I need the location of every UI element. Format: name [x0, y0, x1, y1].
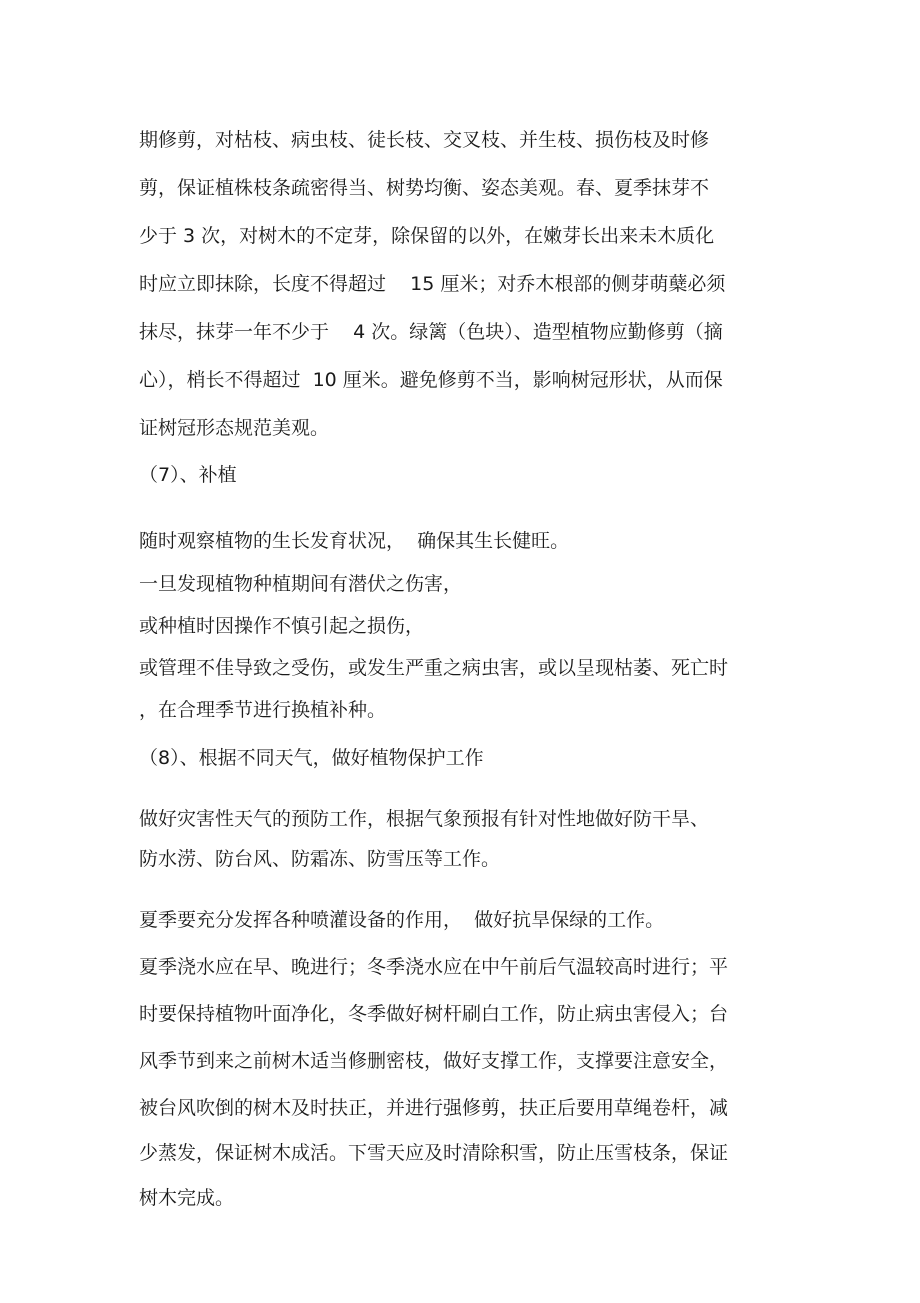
summer-line-6: 少蒸发，保证树木成活。下雪天应及时清除积雪，防止压雪枝条，保证: [139, 1142, 729, 1164]
summer-line-2: 夏季浇水应在早、晚进行；冬季浇水应在中午前后气温较高时进行；平: [139, 956, 729, 978]
summer-line-3: 时要保持植物叶面净化，冬季做好树杆刷白工作，防止病虫害侵入；台: [139, 1003, 729, 1025]
summer-line-7: 树木完成。: [139, 1187, 235, 1209]
pruning-line-4: 时应立即抹除，长度不得超过 15 厘米；对乔木根部的侧芽萌蘖必须: [139, 273, 726, 295]
replanting-line-4: 或管理不佳导致之受伤，或发生严重之病虫害，或以呈现枯萎、死亡时: [139, 657, 729, 679]
weather-line-2: 防水涝、防台风、防霜冻、防雪压等工作。: [139, 848, 501, 870]
replanting-line-2: 一旦发现植物种植期间有潜伏之伤害，: [139, 573, 463, 595]
section-heading-weather: （8）、根据不同天气，做好植物保护工作: [139, 747, 484, 769]
summer-line-5: 被台风吹倒的树木及时扶正，并进行强修剪，扶正后要用草绳卷杆，减: [139, 1097, 729, 1119]
pruning-line-5: 抹尽，抹芽一年不少于 4 次。绿篱（色块）、造型植物应勤修剪（摘: [139, 321, 723, 343]
pruning-line-3: 少于 3 次，对树木的不定芽，除保留的以外，在嫩芽长出来未木质化: [139, 225, 715, 247]
pruning-line-1: 期修剪，对枯枝、病虫枝、徒长枝、交叉枝、并生枝、损伤枝及时修: [139, 129, 710, 151]
pruning-line-7: 证树冠形态规范美观。: [139, 417, 330, 439]
replanting-line-3: 或种植时因操作不慎引起之损伤，: [139, 615, 425, 637]
weather-line-1: 做好灾害性天气的预防工作，根据气象预报有针对性地做好防干旱、: [139, 808, 710, 830]
summer-line-4: 风季节到来之前树木适当修删密枝，做好支撑工作，支撑要注意安全，: [139, 1050, 729, 1072]
replanting-line-1: 随时观察植物的生长发育状况， 确保其生长健旺。: [139, 530, 570, 552]
pruning-line-6: 心），梢长不得超过 10 厘米。避免修剪不当，影响树冠形状，从而保: [139, 369, 723, 391]
replanting-line-5: ，在合理季节进行换植补种。: [139, 699, 387, 721]
pruning-line-2: 剪，保证植株枝条疏密得当、树势均衡、姿态美观。春、夏季抹芽不: [139, 177, 710, 199]
summer-line-1: 夏季要充分发挥各种喷灌设备的作用， 做好抗旱保绿的工作。: [139, 909, 665, 931]
section-heading-replanting: （7）、补植: [139, 464, 237, 486]
